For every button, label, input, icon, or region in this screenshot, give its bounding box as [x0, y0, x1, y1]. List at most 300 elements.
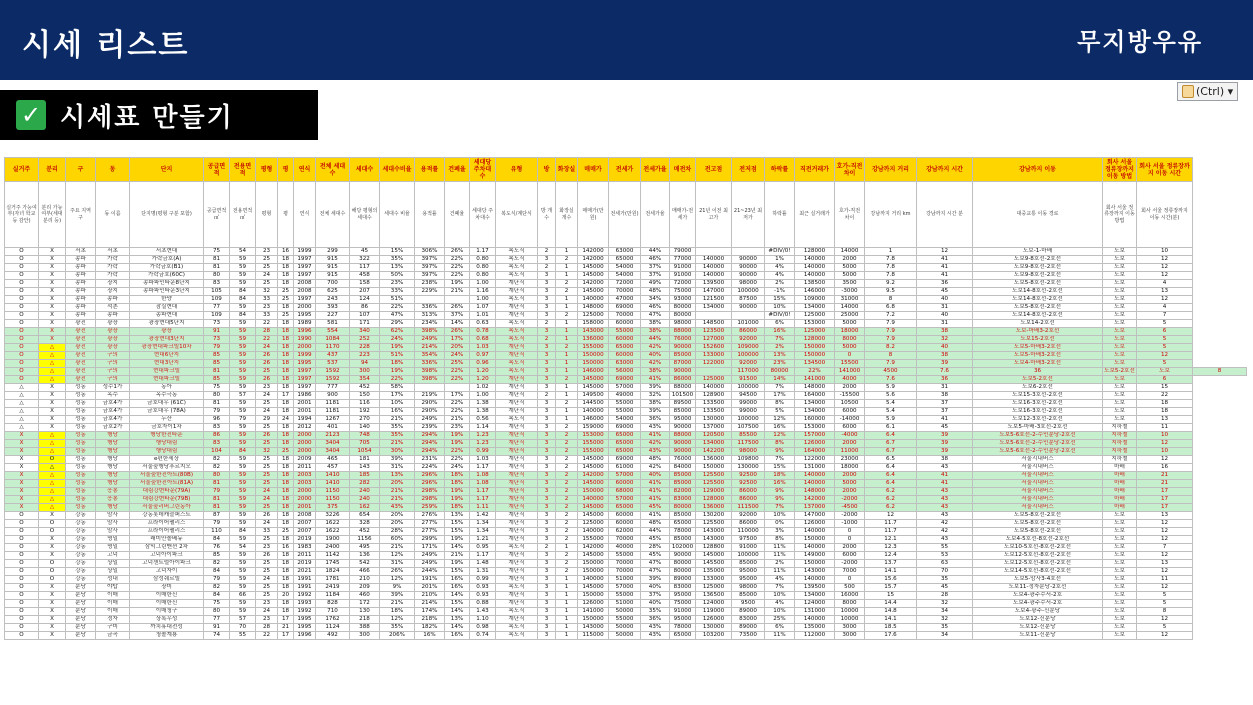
table-cell[interactable]: 24	[256, 392, 278, 400]
table-cell[interactable]: 192	[350, 408, 380, 416]
table-cell[interactable]: 54000	[609, 264, 641, 272]
table-cell[interactable]: 강동	[66, 536, 96, 544]
table-cell[interactable]: 59	[230, 320, 256, 328]
table-cell[interactable]: △	[39, 488, 66, 496]
table-cell[interactable]: 6.8	[865, 304, 917, 312]
table-cell[interactable]: 33	[256, 312, 278, 320]
table-cell[interactable]: 11%	[765, 544, 795, 552]
table-cell[interactable]: 136500	[696, 592, 732, 600]
table-cell[interactable]: 18	[278, 408, 294, 416]
table-cell[interactable]: 18%	[765, 472, 795, 480]
table-cell[interactable]: 398%	[415, 368, 445, 376]
table-cell[interactable]: 47%	[641, 560, 670, 568]
table-cell[interactable]: 124000	[795, 600, 835, 608]
table-cell[interactable]: 172	[350, 600, 380, 608]
table-cell[interactable]: 3	[538, 592, 556, 600]
table-cell[interactable]: 행당대림	[130, 440, 204, 448]
table-cell[interactable]: 90000	[732, 264, 765, 272]
table-cell[interactable]: 59	[230, 360, 256, 368]
table-cell[interactable]: 지하철	[1103, 432, 1137, 440]
table-cell[interactable]: 1986	[294, 392, 316, 400]
table-cell[interactable]: 158000	[578, 320, 609, 328]
table-cell[interactable]: 3	[538, 480, 556, 488]
table-cell[interactable]: 두산	[130, 416, 204, 424]
table-cell[interactable]: 2	[556, 288, 578, 296]
table-cell[interactable]: X	[39, 280, 66, 288]
table-cell[interactable]: 145000	[578, 464, 609, 472]
table-cell[interactable]: X	[39, 416, 66, 424]
table-cell[interactable]: 25	[256, 456, 278, 464]
table-cell[interactable]: 21%	[380, 488, 415, 496]
table-cell[interactable]: 계단식	[496, 384, 538, 392]
table-cell[interactable]: 7	[1137, 544, 1193, 552]
table-cell[interactable]: 59	[230, 400, 256, 408]
table-cell[interactable]: 124	[350, 296, 380, 304]
table-cell[interactable]: 4	[1137, 280, 1193, 288]
table-cell[interactable]: 분당	[66, 616, 96, 624]
table-cell[interactable]: 2	[556, 312, 578, 320]
table-cell[interactable]: 5.9	[865, 416, 917, 424]
table-cell[interactable]: X	[39, 264, 66, 272]
table-cell[interactable]: 11%	[765, 632, 795, 640]
table-cell[interactable]: 143000	[696, 528, 732, 536]
table-cell[interactable]: 554	[316, 328, 350, 336]
table-cell[interactable]: 63	[917, 560, 973, 568]
table-cell[interactable]: 229%	[415, 288, 445, 296]
table-cell[interactable]: 16%	[445, 584, 470, 592]
table-cell[interactable]: X	[39, 592, 66, 600]
table-cell[interactable]: 57000	[609, 384, 641, 392]
table-cell[interactable]: 59	[230, 440, 256, 448]
table-cell[interactable]: 65000	[609, 256, 641, 264]
table-cell[interactable]: 1.34	[470, 528, 496, 536]
table-cell[interactable]: 109	[204, 296, 230, 304]
table-cell[interactable]: 18	[278, 432, 294, 440]
table-cell[interactable]: 23	[256, 600, 278, 608]
table-cell[interactable]: 7.8	[865, 264, 917, 272]
table-cell[interactable]: 39%	[641, 576, 670, 584]
table-cell[interactable]: 100000	[732, 552, 765, 560]
table-cell[interactable]: 88000	[670, 328, 696, 336]
table-cell[interactable]: 126000	[696, 616, 732, 624]
table-cell[interactable]: 38%	[641, 400, 670, 408]
column-header[interactable]: 전용면적	[230, 158, 256, 182]
table-cell[interactable]: 0.99	[470, 448, 496, 456]
table-cell[interactable]: 서울시내버스	[973, 456, 1103, 464]
table-cell[interactable]: △	[5, 424, 39, 432]
table-cell[interactable]: O	[5, 352, 39, 360]
table-cell[interactable]: 25	[256, 584, 278, 592]
table-cell[interactable]: 70000	[609, 568, 641, 576]
table-cell[interactable]: O	[5, 312, 39, 320]
table-cell[interactable]: 20%	[380, 480, 415, 488]
table-cell[interactable]: 452	[350, 528, 380, 536]
table-cell[interactable]: 60000	[609, 320, 641, 328]
table-cell[interactable]: 도보	[1103, 320, 1137, 328]
table-cell[interactable]: 7%	[765, 456, 795, 464]
table-cell[interactable]: 1124	[316, 624, 350, 632]
table-cell[interactable]: 성동	[66, 432, 96, 440]
table-cell[interactable]: 26	[256, 352, 278, 360]
table-cell[interactable]: 18	[278, 496, 294, 504]
table-cell[interactable]: 90000	[670, 440, 696, 448]
table-cell[interactable]: 12	[1137, 568, 1193, 576]
table-cell[interactable]: 4000	[835, 376, 865, 384]
table-cell[interactable]: 134000	[795, 400, 835, 408]
table-cell[interactable]: 2003	[294, 480, 316, 488]
table-cell[interactable]: 이매	[96, 600, 130, 608]
table-cell[interactable]: X	[5, 496, 39, 504]
table-cell[interactable]: 19%	[445, 560, 470, 568]
table-cell[interactable]	[445, 384, 470, 392]
table-cell[interactable]: 126000	[795, 440, 835, 448]
table-cell[interactable]: 18	[278, 256, 294, 264]
table-cell[interactable]: 59	[230, 512, 256, 520]
table-cell[interactable]: 26%	[380, 568, 415, 576]
table-cell[interactable]: 광장	[96, 328, 130, 336]
table-cell[interactable]: 6000	[835, 408, 865, 416]
table-cell[interactable]: 1999	[294, 352, 316, 360]
table-cell[interactable]: △	[39, 448, 66, 456]
table-cell[interactable]: 8	[1193, 368, 1247, 376]
table-cell[interactable]: 23	[256, 616, 278, 624]
column-description[interactable]: 대중교통 이동 경로	[973, 182, 1103, 248]
table-cell[interactable]: 313%	[415, 312, 445, 320]
table-cell[interactable]: 85	[204, 360, 230, 368]
table-cell[interactable]: 35%	[380, 624, 415, 632]
table-cell[interactable]: 397%	[415, 272, 445, 280]
table-cell[interactable]: 228	[350, 344, 380, 352]
table-cell[interactable]: 59	[230, 336, 256, 344]
table-cell[interactable]: 1	[556, 592, 578, 600]
table-cell[interactable]: 4%	[765, 264, 795, 272]
table-cell[interactable]: 45	[917, 584, 973, 592]
table-cell[interactable]: X	[39, 512, 66, 520]
table-cell[interactable]: 광진	[66, 360, 96, 368]
table-cell[interactable]: 59	[230, 456, 256, 464]
table-cell[interactable]: 282	[350, 480, 380, 488]
column-description[interactable]: 용적률	[415, 182, 445, 248]
table-cell[interactable]: 송파현대	[130, 312, 204, 320]
table-cell[interactable]: 144500	[578, 400, 609, 408]
table-cell[interactable]: 91500	[732, 376, 765, 384]
table-cell[interactable]: 85000	[670, 352, 696, 360]
table-cell[interactable]: O	[5, 560, 39, 568]
table-cell[interactable]: 4	[1137, 304, 1193, 312]
table-cell[interactable]: 133500	[696, 408, 732, 416]
table-cell[interactable]: 10000	[835, 616, 865, 624]
table-cell[interactable]: 5	[1137, 336, 1193, 344]
table-cell[interactable]: 1	[556, 336, 578, 344]
table-cell[interactable]: 65000	[670, 632, 696, 640]
column-header[interactable]: 하락률	[765, 158, 795, 182]
table-cell[interactable]: 185	[350, 472, 380, 480]
table-cell[interactable]: 서울시내버스	[973, 496, 1103, 504]
table-cell[interactable]: 90000	[670, 552, 696, 560]
table-cell[interactable]: 1	[556, 296, 578, 304]
table-cell[interactable]: 55000	[609, 552, 641, 560]
table-cell[interactable]: 송파	[66, 296, 96, 304]
table-cell[interactable]: 18	[278, 440, 294, 448]
column-header[interactable]: 전세가율	[641, 158, 670, 182]
table-cell[interactable]: 2	[556, 480, 578, 488]
table-cell[interactable]: 7	[1137, 312, 1193, 320]
table-cell[interactable]: 116	[350, 400, 380, 408]
table-cell[interactable]: 83	[204, 280, 230, 288]
table-cell[interactable]: 45%	[641, 552, 670, 560]
table-cell[interactable]: 7%	[765, 384, 795, 392]
table-cell[interactable]: 22%	[445, 448, 470, 456]
table-cell[interactable]: 3	[538, 312, 556, 320]
table-cell[interactable]: 3	[538, 496, 556, 504]
table-cell[interactable]: 141000	[795, 376, 835, 384]
table-cell[interactable]: 84	[204, 592, 230, 600]
table-cell[interactable]: 마배	[1103, 496, 1137, 504]
table-cell[interactable]: 도보	[1103, 624, 1137, 632]
table-cell[interactable]: O	[5, 264, 39, 272]
table-cell[interactable]: 5	[1137, 600, 1193, 608]
table-cell[interactable]: 복도식	[496, 624, 538, 632]
table-cell[interactable]: 14%	[445, 592, 470, 600]
table-cell[interactable]: 1170	[316, 344, 350, 352]
table-cell[interactable]: 21%	[445, 288, 470, 296]
table-cell[interactable]: 성동	[66, 408, 96, 416]
table-cell[interactable]: 9.5	[865, 288, 917, 296]
table-cell[interactable]: X	[39, 272, 66, 280]
table-cell[interactable]: 36	[917, 376, 973, 384]
table-cell[interactable]: 59	[230, 280, 256, 288]
table-cell[interactable]: 분당	[66, 624, 96, 632]
table-cell[interactable]: X	[39, 616, 66, 624]
table-cell[interactable]: 도보	[1103, 328, 1137, 336]
table-cell[interactable]: 85000	[670, 480, 696, 488]
table-cell[interactable]: 128000	[696, 496, 732, 504]
table-cell[interactable]: 142000	[578, 280, 609, 288]
table-cell[interactable]: 296%	[415, 472, 445, 480]
table-cell[interactable]: 84	[204, 568, 230, 576]
table-cell[interactable]: 1781	[316, 576, 350, 584]
table-cell[interactable]: 복도식	[496, 416, 538, 424]
table-cell[interactable]: 354%	[415, 352, 445, 360]
table-cell[interactable]: 도보	[1103, 560, 1137, 568]
table-cell[interactable]: 39	[917, 448, 973, 456]
table-cell[interactable]: 109800	[732, 456, 765, 464]
table-cell[interactable]: 7.6	[917, 368, 973, 376]
table-cell[interactable]: 56000	[609, 368, 641, 376]
table-cell[interactable]: 174%	[415, 608, 445, 616]
table-cell[interactable]: 1983	[294, 544, 316, 552]
column-description[interactable]: 건폐율	[445, 182, 470, 248]
table-cell[interactable]: 송파	[66, 280, 96, 288]
table-cell[interactable]: 28	[917, 592, 973, 600]
table-cell[interactable]: 42%	[641, 464, 670, 472]
table-cell[interactable]: 210%	[415, 592, 445, 600]
table-cell[interactable]: 계단식	[496, 576, 538, 584]
table-cell[interactable]: 도보	[1103, 608, 1137, 616]
table-cell[interactable]: 5000	[835, 320, 865, 328]
table-cell[interactable]: 도보6-2호선	[973, 384, 1103, 392]
table-cell[interactable]: 1.17	[470, 496, 496, 504]
table-cell[interactable]: 155000	[578, 536, 609, 544]
table-cell[interactable]: 19%	[445, 536, 470, 544]
table-cell[interactable]: 336%	[415, 304, 445, 312]
table-cell[interactable]: 서울숲한진아트(81A)	[130, 480, 204, 488]
table-cell[interactable]: 18%	[445, 504, 470, 512]
table-cell[interactable]: 17	[1137, 504, 1193, 512]
table-cell[interactable]: 3	[538, 448, 556, 456]
column-description[interactable]: 화장실 개수	[556, 182, 578, 248]
table-cell[interactable]: 86000	[732, 520, 765, 528]
table-cell[interactable]: -3000	[835, 288, 865, 296]
table-cell[interactable]: 1150	[316, 496, 350, 504]
table-cell[interactable]: 75000	[670, 288, 696, 296]
table-cell[interactable]: 금호자이1차	[130, 424, 204, 432]
table-cell[interactable]: 계단식	[496, 488, 538, 496]
table-cell[interactable]: 1996	[294, 328, 316, 336]
column-header[interactable]: 강남까지 시간	[917, 158, 973, 182]
column-header[interactable]: 전고점	[696, 158, 732, 182]
table-cell[interactable]: 68000	[609, 488, 641, 496]
table-cell[interactable]: △	[39, 504, 66, 512]
table-cell[interactable]: 95000	[732, 568, 765, 576]
table-cell[interactable]: 도보5-8호선-2호선	[973, 520, 1103, 528]
table-cell[interactable]: 장지	[96, 288, 130, 296]
table-cell[interactable]: 7.8	[865, 272, 917, 280]
table-cell[interactable]: 129000	[696, 488, 732, 496]
table-cell[interactable]: 41	[917, 416, 973, 424]
table-cell[interactable]: 1	[556, 360, 578, 368]
table-cell[interactable]: 복도식	[496, 584, 538, 592]
table-cell[interactable]: 3	[538, 512, 556, 520]
table-cell[interactable]: 성동	[66, 504, 96, 512]
table-cell[interactable]: 구의	[96, 352, 130, 360]
table-cell[interactable]: 142000	[578, 472, 609, 480]
table-cell[interactable]: 도보5-마배3-2호선	[973, 352, 1103, 360]
table-cell[interactable]: 도보	[1103, 632, 1137, 640]
table-cell[interactable]: X	[39, 336, 66, 344]
table-cell[interactable]: 60000	[609, 512, 641, 520]
table-cell[interactable]: 29%	[380, 320, 415, 328]
table-cell[interactable]: 복도식	[496, 368, 538, 376]
table-cell[interactable]: 12	[1137, 552, 1193, 560]
table-cell[interactable]: 155000	[578, 344, 609, 352]
table-cell[interactable]: 91	[204, 624, 230, 632]
column-description[interactable]: 해당 평형의 세대수	[350, 182, 380, 248]
table-cell[interactable]: 150000	[578, 560, 609, 568]
table-cell[interactable]: 가락금호(A)	[130, 256, 204, 264]
table-cell[interactable]: 32	[256, 288, 278, 296]
table-cell[interactable]: 계단식	[496, 600, 538, 608]
table-cell[interactable]: 137000	[696, 424, 732, 432]
table-cell[interactable]: 87500	[732, 296, 765, 304]
table-cell[interactable]: 도보	[1103, 408, 1137, 416]
table-cell[interactable]: 101000	[732, 320, 765, 328]
table-cell[interactable]: 57	[230, 616, 256, 624]
table-cell[interactable]: 35	[917, 576, 973, 584]
table-cell[interactable]: 2	[556, 568, 578, 576]
table-cell[interactable]: 59	[230, 376, 256, 384]
table-cell[interactable]: 성동	[66, 480, 96, 488]
table-cell[interactable]: 73	[204, 320, 230, 328]
table-cell[interactable]: 33	[256, 528, 278, 536]
table-cell[interactable]: 143000	[696, 536, 732, 544]
table-cell[interactable]: 2%	[765, 280, 795, 288]
column-header[interactable]: 전세가	[609, 158, 641, 182]
table-cell[interactable]: 강동	[66, 552, 96, 560]
table-cell[interactable]: -1000	[835, 520, 865, 528]
table-cell[interactable]: 가락	[96, 256, 130, 264]
table-cell[interactable]: 99000	[732, 400, 765, 408]
table-cell[interactable]: 102000	[670, 544, 696, 552]
table-cell[interactable]: △	[5, 408, 39, 416]
table-cell[interactable]: 복도식	[496, 256, 538, 264]
table-cell[interactable]: X	[5, 448, 39, 456]
table-cell[interactable]: 93000	[670, 296, 696, 304]
table-cell[interactable]: 92000	[732, 336, 765, 344]
table-cell[interactable]: 38%	[641, 328, 670, 336]
table-cell[interactable]: 127000	[696, 336, 732, 344]
table-cell[interactable]: 1181	[316, 408, 350, 416]
table-cell[interactable]: 도보5-암사3-4호선	[973, 576, 1103, 584]
table-cell[interactable]: 도보5-8호선-2호선	[973, 528, 1103, 536]
table-cell[interactable]: 도보5-2호선	[1104, 368, 1135, 374]
table-cell[interactable]: 128900	[696, 392, 732, 400]
table-cell[interactable]: 125000	[795, 312, 835, 320]
table-cell[interactable]: 25	[278, 312, 294, 320]
column-description[interactable]: 동 이름	[96, 182, 130, 248]
table-cell[interactable]: 150000	[578, 568, 609, 576]
column-description[interactable]: 21년 이전 최고가	[696, 182, 732, 248]
table-cell[interactable]: O	[5, 600, 39, 608]
table-cell[interactable]: 강동	[66, 544, 96, 552]
table-cell[interactable]: 55000	[609, 592, 641, 600]
table-cell[interactable]: 710	[316, 608, 350, 616]
table-cell[interactable]: 9%	[765, 496, 795, 504]
table-cell[interactable]: 18	[278, 480, 294, 488]
table-cell[interactable]: 도보	[1103, 528, 1137, 536]
table-cell[interactable]: 도보	[1103, 544, 1137, 552]
table-cell[interactable]: 18	[278, 488, 294, 496]
table-cell[interactable]: 44%	[641, 528, 670, 536]
table-cell[interactable]: 도보	[1103, 344, 1137, 352]
table-cell[interactable]: 서초	[96, 248, 130, 256]
table-cell[interactable]: 2	[556, 448, 578, 456]
table-cell[interactable]: 140000	[578, 296, 609, 304]
table-cell[interactable]: 2011	[294, 552, 316, 560]
table-cell[interactable]: 581	[316, 320, 350, 328]
table-cell[interactable]: 147000	[795, 512, 835, 520]
table-cell[interactable]: 79	[204, 520, 230, 528]
table-cell[interactable]: 21%	[380, 600, 415, 608]
table-cell[interactable]: 140000	[578, 576, 609, 584]
table-cell[interactable]: 18	[278, 352, 294, 360]
table-cell[interactable]: 224%	[415, 464, 445, 472]
table-cell[interactable]: 397%	[415, 256, 445, 264]
table-cell[interactable]: 155000	[578, 440, 609, 448]
table-cell[interactable]: 43%	[641, 632, 670, 640]
table-cell[interactable]: 2	[538, 392, 556, 400]
column-description[interactable]: 세대수 비율	[380, 182, 415, 248]
table-cell[interactable]: 209	[350, 584, 380, 592]
table-cell[interactable]: 270	[350, 416, 380, 424]
table-cell[interactable]: 계단식	[496, 312, 538, 320]
table-cell[interactable]: 80000	[670, 504, 696, 512]
table-cell[interactable]: 도보	[1103, 376, 1137, 384]
table-cell[interactable]: 85000	[732, 592, 765, 600]
table-cell[interactable]: 11000	[835, 448, 865, 456]
table-cell[interactable]: X	[39, 552, 66, 560]
table-cell[interactable]: 18	[278, 472, 294, 480]
